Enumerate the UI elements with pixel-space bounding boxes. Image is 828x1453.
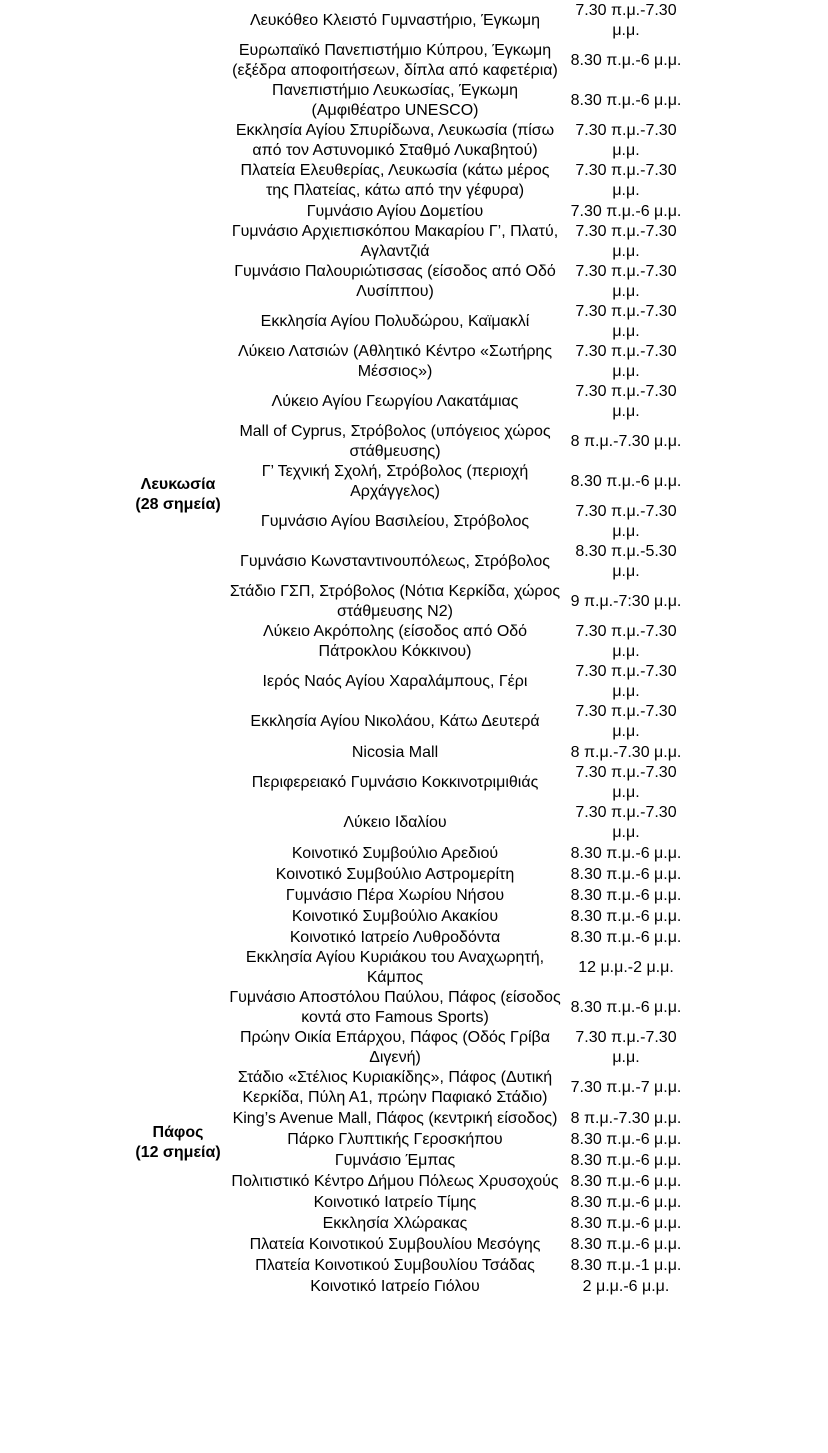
hours-cell: 7.30 π.μ.-7.30 μ.μ. [575, 703, 677, 740]
hours-cell: 9 π.μ.-7:30 μ.μ. [570, 593, 682, 610]
location-cell: Γυμνάσιο Αγίου Δομετίου [306, 202, 484, 220]
hours-cell: 7.30 π.μ.-7 μ.μ. [570, 1079, 682, 1096]
hours-cell: 8.30 π.μ.-6 μ.μ. [570, 907, 682, 925]
hours-cell: 8.30 π.μ.-6 μ.μ. [570, 1151, 682, 1169]
location-cell: Κοινοτικό Ιατρείο Τίμης [313, 1193, 477, 1211]
hours-cell: 8.30 π.μ.-6 μ.μ. [570, 473, 682, 490]
hours-cell: 7.30 π.μ.-7.30 μ.μ. [575, 263, 677, 300]
location-cell: Κοινοτικό Συμβούλιο Αστρομερίτη [275, 865, 515, 883]
location-cell: Εκκλησία Χλώρακας [322, 1214, 468, 1232]
hours-cell: 12 μ.μ.-2 μ.μ. [578, 959, 674, 976]
hours-cell: 7.30 π.μ.-7.30 μ.μ. [575, 623, 677, 660]
location-cell: Στάδιο ΓΣΠ, Στρόβολος (Νότια Κερκίδα, χώρος στάθμευσης Ν2) [229, 583, 561, 620]
location-cell: Γυμνάσιο Παλουριώτισσας (είσοδος από Οδό Λυσίππου) [234, 263, 556, 300]
location-cell: Περιφερειακό Γυμνάσιο Κοκκινοτριμιθιάς [251, 774, 539, 791]
location-cell: Γυμνάσιο Πέρα Χωρίου Νήσου [285, 886, 505, 904]
hours-cell: 8.30 π.μ.-6 μ.μ. [570, 999, 682, 1016]
location-cell: Λύκειο Αγίου Γεωργίου Λακατάμιας [271, 393, 519, 410]
hours-cell: 8.30 π.μ.-6 μ.μ. [570, 1214, 682, 1232]
location-cell: Γυμνάσιο Αποστόλου Παύλου, Πάφος (είσοδος κοντά στο Famous Sports) [229, 989, 561, 1026]
hours-cell: 7.30 π.μ.-7.30 μ.μ. [575, 804, 677, 841]
location-cell: Κοινοτικό Συμβούλιο Ακακίου [291, 907, 499, 925]
hours-cell: 7.30 π.μ.-6 μ.μ. [570, 202, 682, 220]
hours-cell: 8.30 π.μ.-6 μ.μ. [570, 1130, 682, 1148]
location-cell: Εκκλησία Αγίου Πολυδώρου, Καϊμακλί [260, 313, 530, 330]
location-cell: Λύκειο Λατσιών (Αθλητικό Κέντρο «Σωτήρης Μέσσιος») [237, 343, 553, 380]
location-cell: Γυμνάσιο Αγίου Βασιλείου, Στρόβολος [260, 513, 530, 530]
hours-cell: 7.30 π.μ.-7.30 μ.μ. [575, 343, 677, 380]
region-name: Πάφος [152, 1123, 204, 1141]
hours-cell: 7.30 π.μ.-7.30 μ.μ. [575, 122, 677, 159]
location-cell: Γυμνάσιο Κωνσταντινουπόλεως, Στρόβολος [240, 553, 550, 570]
location-cell: Γ’ Τεχνική Σχολή, Στρόβολος (περιοχή Αρχάγγελος) [261, 463, 529, 500]
location-cell: Ευρωπαϊκό Πανεπιστήμιο Κύπρου, Έγκωμη (εξέδρα αποφοιτήσεων, δίπλα από καφετέρια) [232, 42, 558, 79]
table-row [127, 1, 691, 41]
location-cell: Εκκλησία Αγίου Κυριάκου του Αναχωρητή, Κάμπος [245, 949, 545, 986]
location-cell: Πάρκο Γλυπτικής Γεροσκήπου [287, 1130, 503, 1148]
region-cell [127, 1, 229, 988]
hours-cell: 8.30 π.μ.-6 μ.μ. [570, 844, 682, 862]
region-count: (28 σημεία) [135, 495, 221, 513]
hours-cell: 8 π.μ.-7.30 μ.μ. [570, 433, 682, 450]
location-cell: Εκκλησία Αγίου Νικολάου, Κάτω Δευτερά [250, 713, 540, 730]
location-cell: Εκκλησία Αγίου Σπυρίδωνα, Λευκωσία (πίσω από τον Αστυνομικό Σταθμό Λυκαβητού) [235, 122, 555, 159]
hours-cell: 7.30 π.μ.-7.30 μ.μ. [575, 223, 677, 260]
location-cell: Πρώην Οικία Επάρχου, Πάφος (Οδός Γρίβα Διγενή) [240, 1029, 550, 1066]
location-cell: Πλατεία Κοινοτικού Συμβουλίου Μεσόγης [249, 1235, 541, 1253]
location-cell: Πανεπιστήμιο Λευκωσίας, Έγκωμη (Αμφιθέατρο UNESCO) [272, 82, 518, 119]
hours-cell: 8.30 π.μ.-6 μ.μ. [570, 1193, 682, 1211]
location-cell: Mall of Cyprus, Στρόβολος (υπόγειος χώρος στάθμευσης) [239, 423, 551, 460]
location-cell: Ιερός Ναός Αγίου Χαραλάμπους, Γέρι [262, 673, 528, 690]
hours-cell: 8.30 π.μ.-6 μ.μ. [570, 52, 682, 69]
hours-cell: 8.30 π.μ.-6 μ.μ. [570, 865, 682, 883]
hours-cell: 7.30 π.μ.-7.30 μ.μ. [575, 2, 677, 39]
hours-cell: 7.30 π.μ.-7.30 μ.μ. [575, 764, 677, 801]
hours-cell: 7.30 π.μ.-7.30 μ.μ. [575, 663, 677, 700]
hours-cell: 7.30 π.μ.-7.30 μ.μ. [575, 1029, 677, 1066]
location-cell: Γυμνάσιο Έμπας [334, 1151, 456, 1169]
location-cell: Λύκειο Ακρόπολης (είσοδος από Οδό Πάτροκλου Κόκκινου) [262, 623, 528, 660]
region-name: Λευκωσία [140, 475, 216, 493]
location-cell: Πολιτιστικό Κέντρο Δήμου Πόλεως Χρυσοχούς [231, 1172, 559, 1190]
location-cell: Λύκειο Ιδαλίου [343, 814, 447, 831]
hours-cell: 8.30 π.μ.-5.30 μ.μ. [575, 543, 677, 580]
table-row [127, 988, 691, 1028]
hours-cell: 8.30 π.μ.-6 μ.μ. [570, 1235, 682, 1253]
hours-cell: 2 μ.μ.-6 μ.μ. [582, 1277, 670, 1295]
location-cell: Nicosia Mall [351, 743, 439, 761]
location-cell: King’s Avenue Mall, Πάφος (κεντρική είσοδος) [232, 1109, 558, 1127]
hours-cell: 7.30 π.μ.-7.30 μ.μ. [575, 383, 677, 420]
location-cell: Πλατεία Ελευθερίας, Λευκωσία (κάτω μέρος της Πλατείας, κάτω από την γέφυρα) [240, 162, 550, 199]
location-cell: Κοινοτικό Ιατρείο Λυθροδόντα [289, 928, 501, 946]
location-cell: Στάδιο «Στέλιος Κυριακίδης», Πάφος (Δυτική Κερκίδα, Πύλη Α1, πρώην Παφιακό Στάδιο) [237, 1069, 553, 1106]
location-cell: Πλατεία Κοινοτικού Συμβουλίου Τσάδας [255, 1256, 535, 1274]
location-cell: Κοινοτικό Ιατρείο Γιόλου [310, 1277, 480, 1295]
location-cell: Λευκόθεο Κλειστό Γυμναστήριο, Έγκωμη [249, 12, 541, 29]
location-cell: Γυμνάσιο Αρχιεπισκόπου Μακαρίου Γ’, Πλατύ, Αγλαντζιά [231, 223, 559, 260]
hours-cell: 8.30 π.μ.-6 μ.μ. [570, 886, 682, 904]
location-cell: Κοινοτικό Συμβούλιο Αρεδιού [291, 844, 499, 862]
table-body [127, 1, 691, 1297]
vaccination-points-table [127, 1, 691, 1297]
hours-cell: 8.30 π.μ.-6 μ.μ. [570, 1172, 682, 1190]
hours-cell: 8 π.μ.-7.30 μ.μ. [570, 743, 682, 761]
hours-cell: 7.30 π.μ.-7.30 μ.μ. [575, 503, 677, 540]
hours-cell: 7.30 π.μ.-7.30 μ.μ. [575, 303, 677, 340]
region-cell [127, 988, 229, 1297]
hours-cell: 8 π.μ.-7.30 μ.μ. [570, 1109, 682, 1127]
hours-cell: 7.30 π.μ.-7.30 μ.μ. [575, 162, 677, 199]
hours-cell: 8.30 π.μ.-1 μ.μ. [570, 1256, 682, 1274]
hours-cell: 8.30 π.μ.-6 μ.μ. [570, 928, 682, 946]
region-count: (12 σημεία) [135, 1143, 221, 1161]
hours-cell: 8.30 π.μ.-6 μ.μ. [570, 92, 682, 109]
